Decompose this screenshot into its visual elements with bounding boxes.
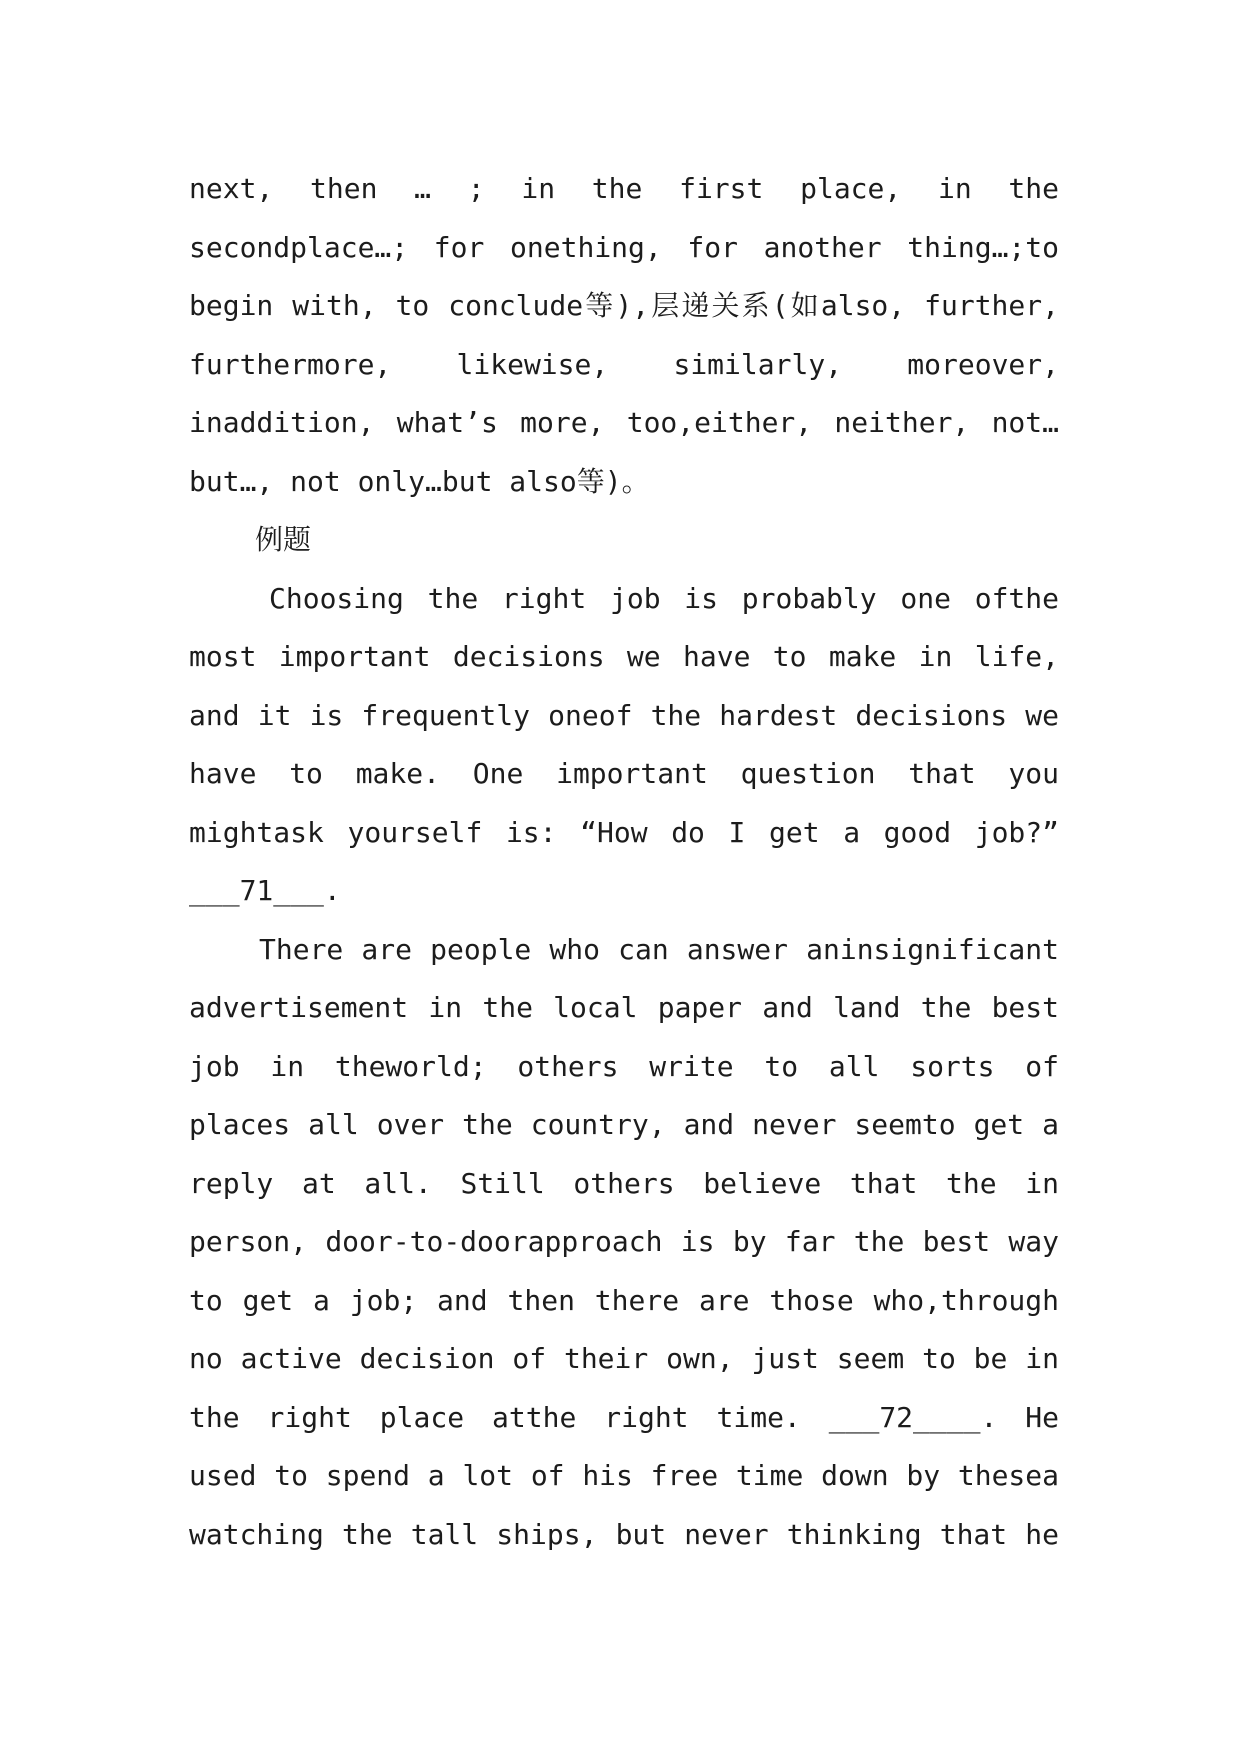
para2-line-10: used to spend a lot of his free time down by thesea — [189, 1459, 1059, 1492]
intro-line-1: next, then … ; in the first place, in the — [189, 172, 1059, 205]
intro-line-5: inaddition, what’s more, too,either, neither, not… — [189, 406, 1059, 439]
para2-line-3: job in theworld; others write to all sorts of — [189, 1049, 1059, 1083]
para2-line-1: There are people who can answer aninsignificant — [259, 932, 1059, 966]
para2-line-8: no active decision of their own, just seem to be in — [189, 1342, 1059, 1375]
intro-line-2: secondplace…; for onething, for another thing…;to — [189, 230, 1059, 264]
para2-line-7: to get a job; and then there are those who,through — [189, 1283, 1059, 1317]
document-page — [189, 160, 1059, 1564]
para1-line-1: Choosing the right job is probably one ofthe — [269, 581, 1059, 615]
para2-line-2: advertisement in the local paper and land the best — [189, 991, 1059, 1024]
intro-line-6: but…, not only…but also等)。 — [189, 464, 650, 498]
para2-line-9-blank-72: the right place atthe right time. ___72____. He — [189, 1400, 1059, 1434]
para1-line-2: most important decisions we have to make in life, — [189, 640, 1059, 673]
para2-line-11: watching the tall ships, but never thinking that he — [189, 1517, 1059, 1551]
para1-line-6-blank-71: ___71___. — [189, 874, 341, 907]
para2-line-5: reply at all. Still others believe that the in — [189, 1166, 1059, 1200]
para1-line-5: mightask yourself is: “How do I get a good job?” — [189, 815, 1059, 849]
para1-line-4: have to make. One important question that you — [189, 757, 1059, 790]
para2-line-6: person, door-to-doorapproach is by far the best way — [189, 1225, 1059, 1258]
para1-line-3: and it is frequently oneof the hardest decisions we — [189, 698, 1059, 732]
intro-line-3: begin with, to conclude等),层递关系(如also, further, — [189, 289, 1059, 322]
example-heading: 例题 — [255, 523, 312, 556]
intro-line-4: furthermore, likewise, similarly, moreover, — [189, 347, 1059, 381]
para2-line-4: places all over the country, and never seemto get a — [189, 1108, 1059, 1141]
